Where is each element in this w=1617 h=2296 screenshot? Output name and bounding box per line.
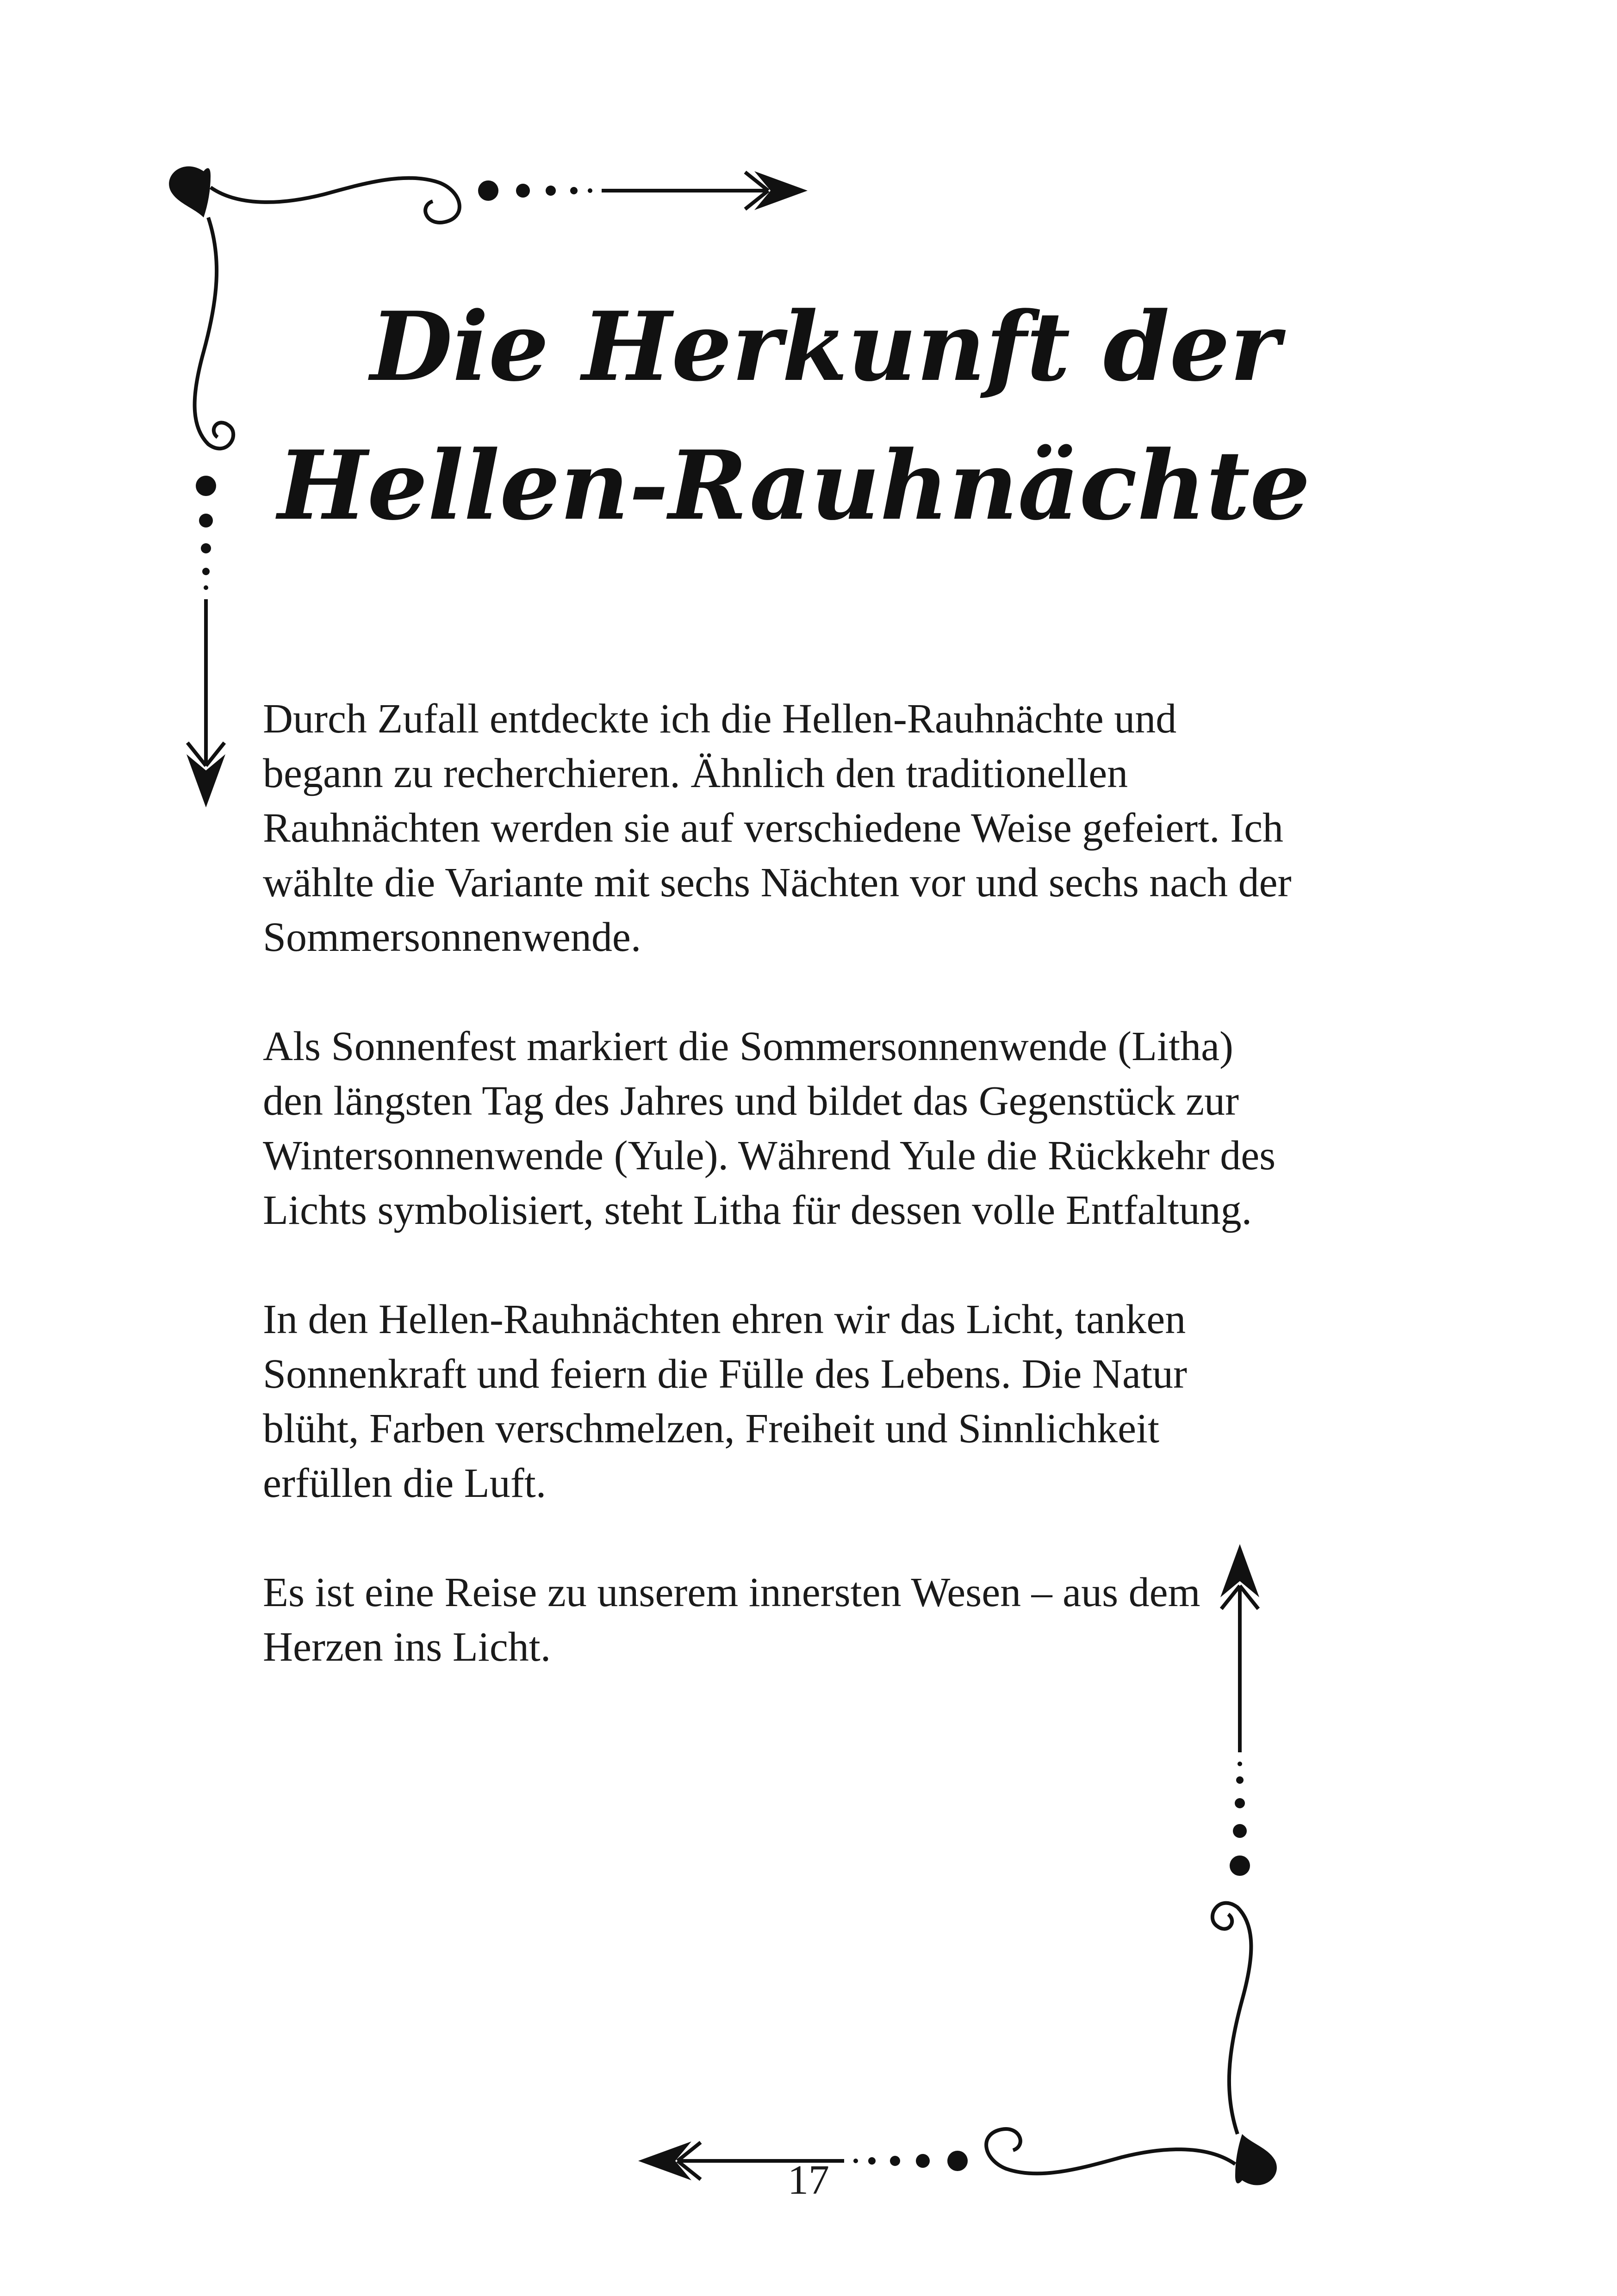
title-line-1: Die Herkunft der — [370, 292, 1280, 403]
text-line: wählte die Variante mit sechs Nächten vor und sechs nach der — [263, 860, 1292, 906]
paragraph-3 — [263, 1292, 1374, 1511]
text-line: Wintersonnenwende (Yule). Während Yule die Rückkehr des — [263, 1133, 1276, 1179]
page-title — [259, 278, 1370, 555]
title-line-2: Hellen-Rauhnächte — [278, 430, 1311, 541]
paragraph-2 — [263, 1019, 1374, 1238]
text-line: Herzen ins Licht. — [263, 1624, 551, 1670]
heart-icon — [1235, 2134, 1277, 2185]
text-line: Durch Zufall entdeckte ich die Hellen-Rauhnächte und — [263, 696, 1177, 742]
paragraph-4 — [263, 1565, 1374, 1675]
text-line: Lichts symbolisiert, steht Litha für dessen volle Entfaltung. — [263, 1187, 1252, 1233]
text-line: Sonnenkraft und feiern die Fülle des Lebens. Die Natur — [263, 1351, 1187, 1397]
text-line: Als Sonnenfest markiert die Sommersonnenwende (Litha) — [263, 1024, 1233, 1069]
text-line: blüht, Farben verschmelzen, Freiheit und Sinnlichkeit — [263, 1406, 1160, 1452]
text-line: begann zu recherchieren. Ähnlich den traditionellen — [263, 751, 1128, 796]
body-text — [263, 692, 1374, 1729]
text-line: den längsten Tag des Jahres und bildet das Gegenstück zur — [263, 1078, 1239, 1124]
paragraph-1 — [263, 692, 1374, 965]
swirl-icon — [986, 2129, 1235, 2173]
text-line: In den Hellen-Rauhnächten ehren wir das Licht, tanken — [263, 1297, 1186, 1342]
text-line: Es ist eine Reise zu unserem innersten Wesen – aus dem — [263, 1570, 1200, 1615]
page-number: 17 — [788, 2157, 829, 2203]
text-line: erfüllen die Luft. — [263, 1460, 547, 1506]
text-line: Rauhnächten werden sie auf verschiedene Weise gefeiert. Ich — [263, 805, 1284, 851]
text-line: Sommersonnenwende. — [263, 914, 641, 960]
